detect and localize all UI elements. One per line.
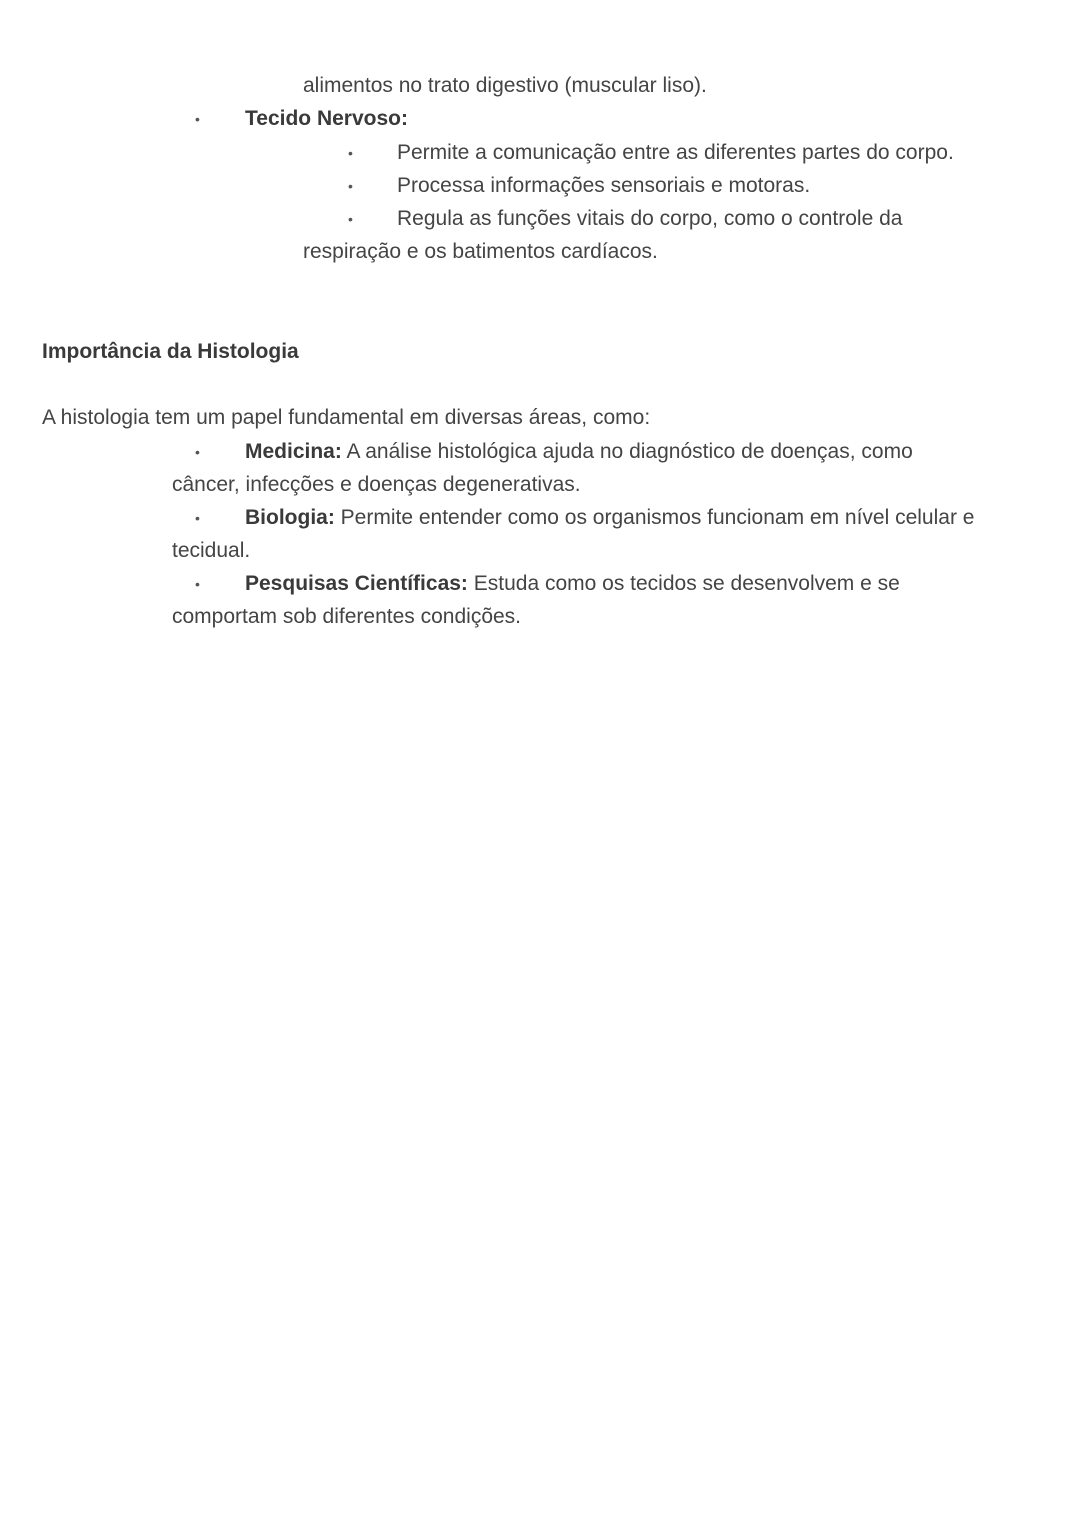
item-text: Permite entender como os organismos funcionam em nível celular e (334, 506, 975, 529)
list-item-continuation: câncer, infecções e doenças degenerativas. (172, 473, 581, 496)
item-text: Estuda como os tecidos se desenvolvem e se (467, 572, 900, 595)
item-text: A análise histológica ajuda no diagnóstico de doenças, como (341, 440, 913, 463)
list-item-biologia (245, 504, 974, 532)
list-item-continuation: tecidual. (172, 539, 251, 562)
intro-paragraph: A histologia tem um papel fundamental em diversas áreas, como: (42, 406, 651, 429)
list-item-continuation: comportam sob diferentes condições. (172, 605, 522, 628)
item-label: Pesquisas Científicas: (245, 572, 468, 595)
bullet-icon: • (195, 510, 200, 526)
bullet-icon: • (195, 576, 200, 592)
list-item-continuation: respiração e os batimentos cardíacos. (303, 240, 658, 263)
bullet-icon: • (348, 178, 353, 194)
paragraph-continuation: alimentos no trato digestivo (muscular liso). (303, 74, 707, 97)
bullet-icon: • (348, 145, 353, 161)
list-item-medicina (245, 438, 913, 466)
section-heading: Importância da Histologia (42, 340, 299, 363)
item-label: Medicina: (245, 440, 342, 463)
bullet-icon: • (348, 211, 353, 227)
bullet-icon: • (195, 111, 200, 127)
list-item: Permite a comunicação entre as diferentes partes do corpo. (397, 141, 954, 164)
list-item-pesquisas (245, 570, 900, 598)
item-label: Biologia: (245, 506, 335, 529)
bullet-icon: • (195, 444, 200, 460)
list-item: Regula as funções vitais do corpo, como o controle da (397, 207, 903, 230)
list-item-title: Tecido Nervoso: (245, 107, 408, 130)
list-item: Processa informações sensoriais e motoras. (397, 174, 811, 197)
